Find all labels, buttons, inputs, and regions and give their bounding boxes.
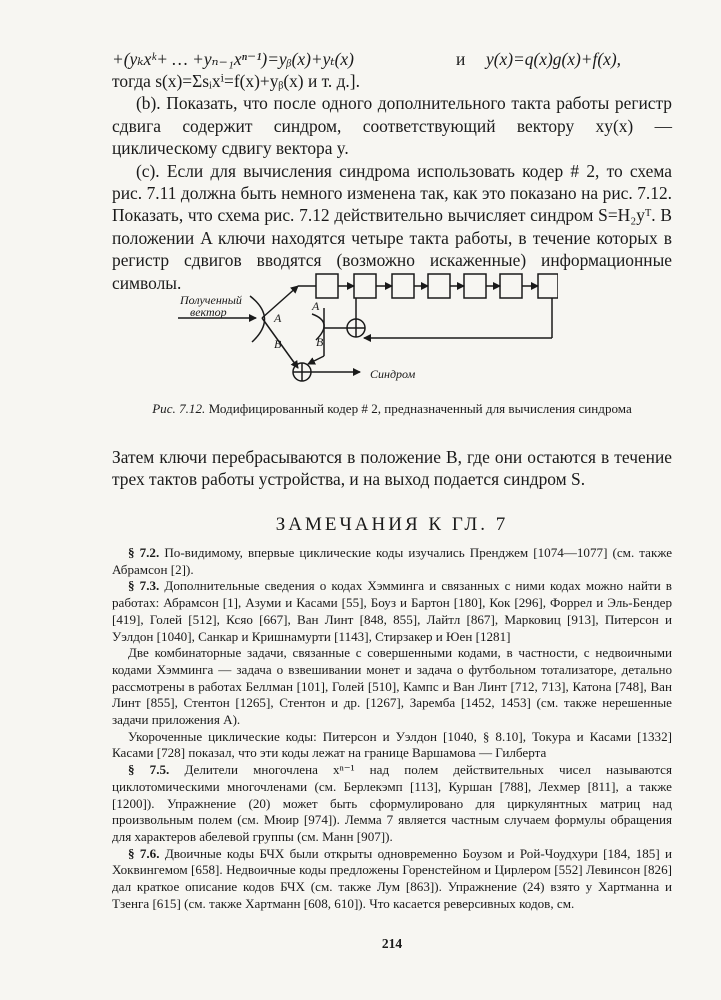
register-cell [428,274,450,298]
figure-caption-label: Рис. 7.12. [152,401,206,416]
formula-right: y(x)=q(x)g(x)+f(x), [486,49,621,69]
note-section: § 7.3. [128,578,160,594]
exercise-part-c: (c). Если для вычисления синдрома использовать кодер # 2, то схема рис. 7.11 должна быть немного изменена так, как это показано на рис. 7.12. Показать, что схема рис. 7.12 действительно вычисляет синдром S=H₂yᵀ. В положении A ключи находятся четыре такта работы, в течение которых в регистр сдвигов вводятся (возможно искаженные) информационные символы. [112,160,672,293]
note-section: § 7.2. [128,545,160,560]
text-block-after-figure [112,446,672,491]
register-cell [500,274,522,298]
note-paragraph [112,578,672,645]
input-label-2: вектор [190,305,227,319]
continuation-line: тогда s(x)=Σsᵢxⁱ=f(x)+yᵦ(x) и т. д.]. [112,71,360,91]
register-cell [354,274,376,298]
switch-label-b: B [274,337,282,351]
switch-label-a: A [274,311,282,325]
formula-left: +(yₖxᵏ+ … +yₙ₋₁xⁿ⁻¹)=yᵦ(x)+yₜ(x) [112,49,354,69]
note-paragraph [112,545,672,578]
register-cell [316,274,338,298]
formula-conjunction: и [456,49,466,69]
note-paragraph [112,729,672,762]
note-text: Дополнительные сведения о кодах Хэмминга и связанных с ними кодах можно найти в работах: Абрамсон [1], Азуми и Касами [55], Боуз и Бартон [180], Кок [296], Форрел и Эль-Бендер [419], Голей [512], Ксяо [667], Ван Линт [848, 855], Лайтл [867], Марковиц [913], Питерсон и Уэлдон [1040], Санкар и Кришнамурти [1143], Стирзакер и Юен [1281] [112,578,672,644]
text-block-top [112,70,672,294]
register-cell [464,274,486,298]
output-label: Синдром [370,367,416,381]
paragraph-after-figure: Затем ключи перебрасываются в положение B, где они остаются в течение трех тактов работы устройства, и на выход подается синдром S. [112,447,672,490]
page-number: 214 [381,936,403,951]
register-cell [392,274,414,298]
figure-caption-text: Модифицированный кодер # 2, предназначенный для вычисления синдрома [208,401,632,416]
input-label-1: Полученный [180,293,242,307]
inner-switch-label-b: B [316,335,324,349]
encoder-diagram [178,266,558,392]
notes-block [112,545,672,912]
exercise-part-b: (b). Показать, что после одного дополнительного такта работы регистр сдвига содержит синдром, соответствующий вектору xy(x) — циклическому сдвигу вектора y. [112,93,672,159]
note-paragraph [112,762,672,846]
note-paragraph [112,645,672,729]
note-text: Двоичные коды БЧХ были открыты одновременно Боузом и Рой-Чоудхури [184, 185] и Хоквингемом [658]. Недвоичные коды предложены Горенстейном и Цирлером [552] Левинсон [826] дал краткое описание кодов БЧХ (см. также Лум [863]). Упражнение (24) взято у Хартманна и Тзенга [615] (см. также Хартманн [608, 610]). Что касается реверсивных кодов, см. [112,845,672,911]
note-text: Две комбинаторные задачи, связанные с совершенными кодами, в частности, с недвоичными кодами Хэмминга — задача о взвешивании монет и задача о футбольном тотализаторе, детально рассмотрены в работах Беллман [101], Голей [510], Кампс и Ван Линт [712, 713], Катона [748], Ван Линт [855], Стентон [1265], Стентон и др. [1267], Заремба [1452, 1453] (см. также нерешенные задачи приложения A). [112,645,672,728]
note-section: § 7.5. [128,762,170,778]
note-text: Укороченные циклические коды: Питерсон и Уэлдон [1040, § 8.10], Токура и Касами [1332] Касами [728] показал, что эти коды лежат на границе Варшамова — Гилберта [112,728,672,761]
section-heading: ЗАМЕЧАНИЯ К ГЛ. 7 [275,514,509,535]
note-paragraph [112,846,672,913]
inner-switch-label-a: A [312,299,320,313]
figure-caption [112,400,672,417]
note-text: По-видимому, впервые циклические коды изучались Пренджем [1074—1077] (см. также Абрамсон [2]). [112,545,673,577]
register-cell [538,274,558,298]
note-text: Делители многочлена xⁿ⁻¹ над полем действительных чисел называются циклотомическими многочленами (см. Берлекэмп [113], Куршан [788], Лехмер [811], а также [1200]). Упражнение (20) может быть сформулировано для циркулянтных матриц над произвольным полем (см. Мюир [974]). Лемма 7 является частным случаем формулы обращения для характеров абелевой группы (см. Манн [907]). [112,762,673,844]
note-section: § 7.6. [128,845,160,861]
